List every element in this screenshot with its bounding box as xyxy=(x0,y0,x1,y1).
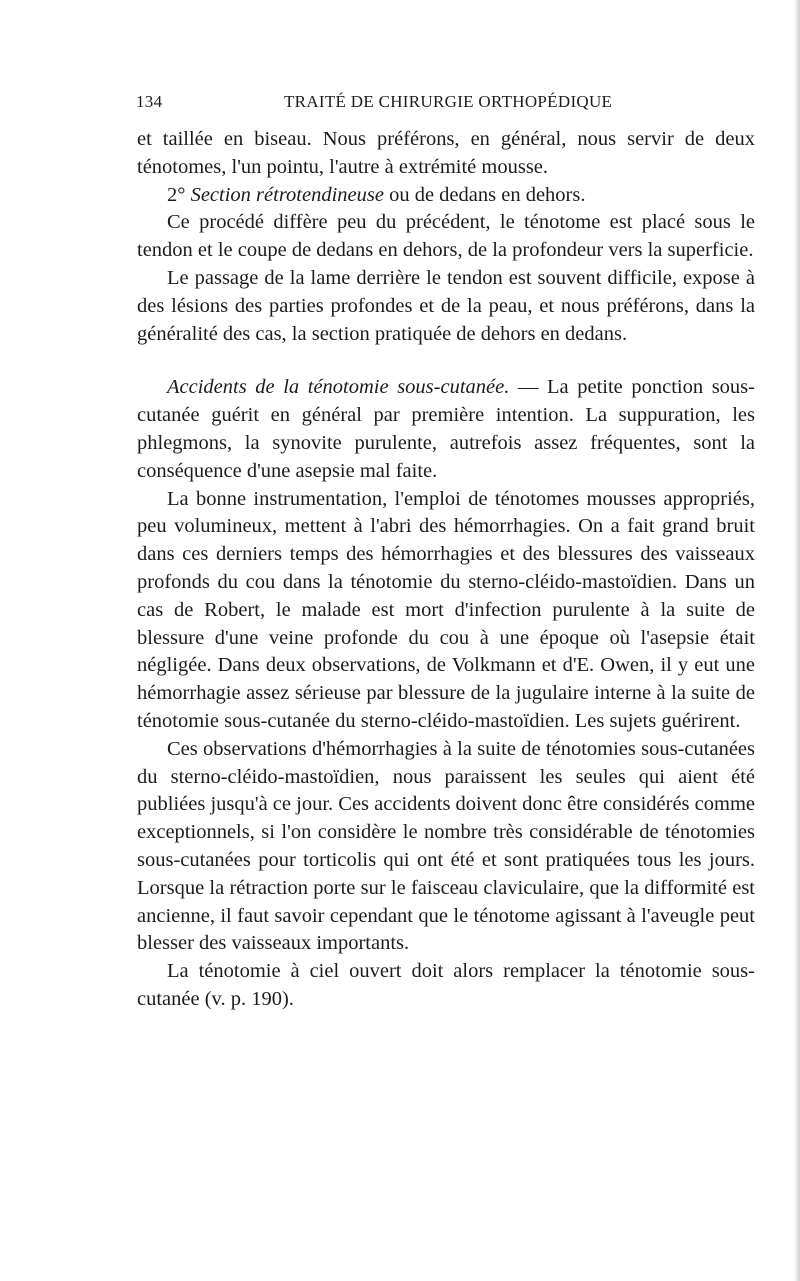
section-heading-retrotendineuse xyxy=(137,182,755,210)
paragraph: Le passage de la lame derrière le tendon est souvent difficile, expose à des lésions des parties profondes et de la peau, et nous préférons, dans la généralité des cas, la section pratiquée de dehors en dedans. xyxy=(137,266,755,345)
section-number: 2° xyxy=(167,183,186,206)
accidents-paragraph xyxy=(137,374,755,485)
paragraph: Ce procédé diffère peu du précédent, le ténotome est placé sous le tendon et le coupe de dedans en dehors, de la profondeur vers la superficie. xyxy=(137,211,755,262)
page-edge-shadow xyxy=(794,0,800,1281)
section-title: Section rétrotendineuse xyxy=(190,183,384,206)
body-text xyxy=(137,126,755,1014)
paragraph: et taillée en biseau. Nous préférons, en général, nous servir de deux ténotomes, l'un pointu, l'autre à extrémité mousse. xyxy=(137,128,755,178)
paragraph: La bonne instrumentation, l'emploi de ténotomes mousses appropriés, peu volumineux, mettent à l'abri des hémorrhagies. On a fait grand bruit dans ces derniers temps des hémorrhagies et des blessures des vaisseaux profonds du cou dans la ténotomie du sterno-cléido-mastoïdien. Dans un cas de Robert, le malade est mort d'infection purulente à la suite de blessure d'une veine profonde du cou à une époque où l'asepsie était négligée. Dans deux observations, de Volkmann et d'E. Owen, il y eut une hémorrhagie assez sérieuse par blessure de la jugulaire interne à la suite de ténotomie sous-cutanée du sterno-cléido-mastoïdien. Les sujets guérirent. xyxy=(137,487,755,732)
section-title-rest: ou de dedans en dehors. xyxy=(383,183,586,206)
running-title: TRAITÉ DE CHIRURGIE ORTHOPÉDIQUE xyxy=(284,92,613,111)
accidents-heading: Accidents de la ténotomie sous-cutanée. xyxy=(167,376,510,399)
section-gap xyxy=(137,348,755,374)
paragraph: Ces observations d'hémorrhagies à la suite de ténotomies sous-cutanées du sterno-cléido-mastoïdien, nous paraissent les seules qui aient été publiées jusqu'à ce jour. Ces accidents doivent donc être considérés comme exceptionnels, si l'on considère le nombre très considérable de ténotomies sous-cutanées pour torticolis qui ont été et sont pratiquées tous les jours. Lorsque la rétraction porte sur le faisceau claviculaire, que la difformité est ancienne, il faut savoir cependant que le ténotome agissant à l'aveugle peut blesser des vaisseaux importants. xyxy=(137,737,755,955)
page-number: 134 xyxy=(136,92,163,111)
accidents-text: — La petite ponction sous-cutanée guérit en général par première intention. La suppuration, les phlegmons, la synovite purulente, autrefois assez fréquentes, sont la conséquence d'une asepsie mal faite. xyxy=(137,376,755,482)
paragraph: La ténotomie à ciel ouvert doit alors remplacer la ténotomie sous-cutanée (v. p. 190). xyxy=(137,960,755,1010)
running-head xyxy=(136,92,628,114)
